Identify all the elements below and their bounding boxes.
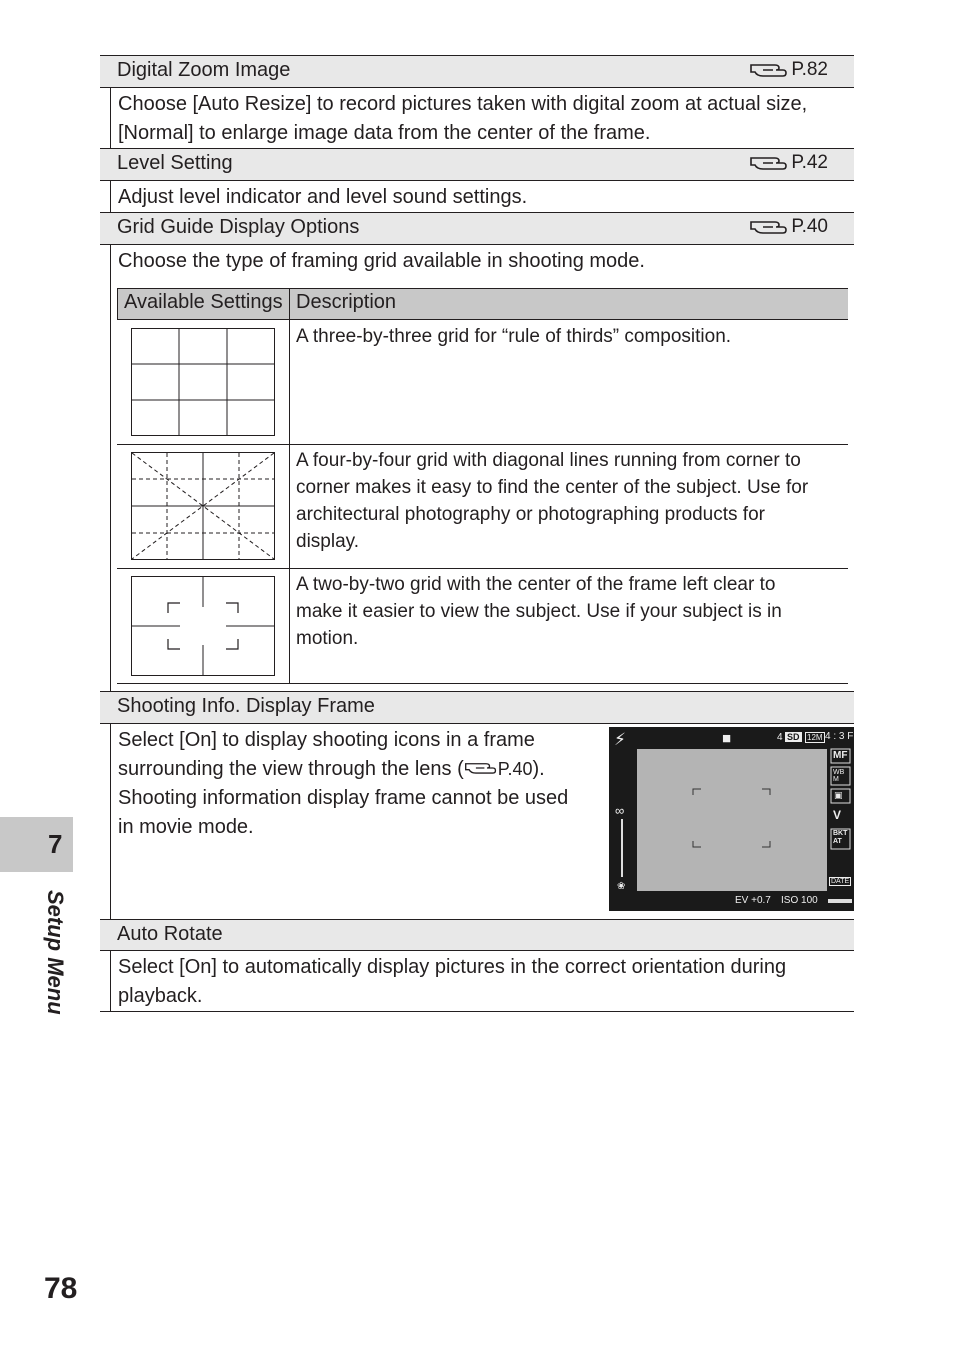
grid-row-description: A two-by-two grid with the center of the frame left clear to make it easier to view the subject. Use if your subject is in motion. <box>296 574 782 649</box>
iso-value: ISO 100 <box>781 895 818 906</box>
section-text <box>118 726 588 842</box>
section-title: Grid Guide Display Options <box>117 216 360 238</box>
metering-icon: ▣ <box>834 790 843 800</box>
grid-4x4-diagonal-thumbnail <box>131 452 275 560</box>
grid-row-description: A four-by-four grid with diagonal lines running from corner to corner makes it easy to find the center of the subject. Use for architectural photography or photographing products for display. <box>296 450 809 552</box>
section-title: Shooting Info. Display Frame <box>117 695 375 717</box>
section-header-auto-rotate <box>100 919 854 951</box>
table-left-border <box>117 288 118 320</box>
table-header <box>117 288 848 320</box>
camera-display-illustration <box>609 727 854 911</box>
sd-card-icon: SD <box>787 732 800 742</box>
column-header-settings: Available Settings <box>124 291 283 313</box>
mf-icon: MF <box>833 750 848 761</box>
page-reference-text: P.40 <box>791 216 828 237</box>
section-text-part: ). Shooting information display frame cannot be used in movie mode. <box>118 758 569 838</box>
page-reference <box>749 152 828 174</box>
section-header-shooting-info <box>100 691 854 724</box>
focus-infinity-icon: ∞ <box>615 803 625 818</box>
grid-3x3-icon <box>132 329 274 435</box>
chapter-label: Setup Menu <box>43 890 68 1015</box>
chapter-number: 7 <box>48 829 63 859</box>
pointing-hand-icon <box>749 59 789 81</box>
table-row-divider <box>117 568 848 569</box>
chapter-tab <box>0 817 73 872</box>
column-header-description: Description <box>296 291 397 313</box>
table-row-divider <box>117 444 848 445</box>
image-settings-icon: V <box>833 808 842 822</box>
table-row-divider <box>117 683 848 684</box>
section-body-level-setting <box>110 181 854 212</box>
page-reference-text: P.42 <box>791 152 828 173</box>
aspect-ratio-label: 4 : 3 F <box>825 731 854 742</box>
grid-4x4-diagonal-icon <box>132 453 274 559</box>
grid-3x3-thumbnail <box>131 328 275 436</box>
pointing-hand-icon <box>749 152 789 174</box>
page-number: 78 <box>44 1272 78 1305</box>
section-body-auto-rotate <box>110 951 854 1011</box>
grid-row-description: A three-by-three grid for “rule of thirds” composition. <box>296 326 732 347</box>
flash-off-icon: ⚡ <box>614 730 626 749</box>
section-bottom-rule <box>100 1011 854 1012</box>
page-reference-text: P.82 <box>791 59 828 80</box>
section-title: Digital Zoom Image <box>117 59 291 81</box>
page-reference <box>749 59 828 81</box>
section-header-grid-guide <box>100 212 854 245</box>
page-reference <box>749 216 828 238</box>
macro-icon: ❀ <box>617 881 626 892</box>
camera-mode-icon: ■ <box>722 730 732 747</box>
section-header-level-setting <box>100 148 854 181</box>
section-title: Level Setting <box>117 152 233 174</box>
section-text: Choose [Auto Resize] to record pictures taken with digital zoom at actual size, [Normal] to enlarge image data from the center of the frame. <box>118 93 808 144</box>
section-text: Select [On] to automatically display pictures in the correct orientation during playback. <box>118 956 787 1007</box>
table-column-divider <box>289 288 290 683</box>
page-reference-text: P.40 <box>497 759 533 779</box>
pointing-hand-icon <box>464 758 498 778</box>
shots-remaining: 4 <box>777 732 783 743</box>
date-icon: DATE <box>831 878 850 885</box>
wb-icon: WB M <box>833 769 845 783</box>
grid-2x2-clear-center-thumbnail <box>131 576 275 676</box>
section-body-digital-zoom <box>110 88 854 148</box>
ev-value: EV +0.7 <box>735 895 771 906</box>
image-size-icon: 12M <box>807 733 823 742</box>
pointing-hand-icon <box>749 216 789 238</box>
section-text: Choose the type of framing grid available in shooting mode. <box>118 250 645 272</box>
bracket-icon: BKT AT <box>833 830 848 845</box>
section-title: Auto Rotate <box>117 923 223 945</box>
section-text: Adjust level indicator and level sound settings. <box>118 186 528 208</box>
section-text-part: Select [On] to display shooting icons in a frame surrounding the view through the lens ( <box>118 729 535 780</box>
section-header-digital-zoom <box>100 55 854 88</box>
grid-2x2-clear-center-icon <box>132 577 274 675</box>
